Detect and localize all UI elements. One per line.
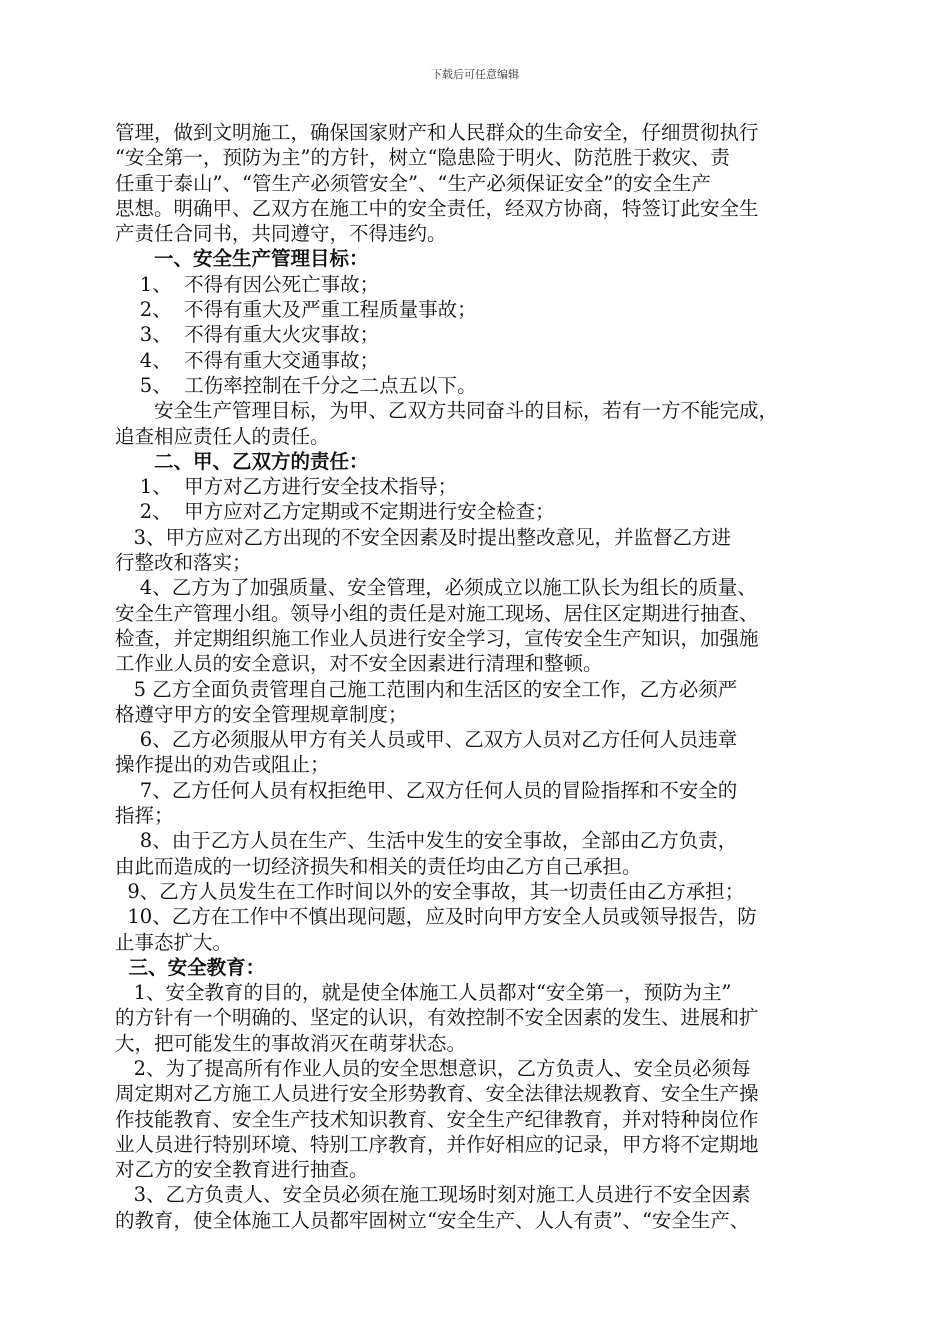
text-line: 5、 工伤率控制在千分之二点五以下。 — [115, 373, 477, 397]
text-line: 止事态扩大。 — [115, 930, 233, 954]
text-line: 1、 不得有因公死亡事故； — [115, 272, 380, 296]
text-line: 10、乙方在工作中不慎出现问题，应及时向甲方安全人员或领导报告，防 — [115, 905, 757, 929]
text-line: 3、 不得有重大火灾事故； — [115, 323, 380, 347]
text-line: 3、甲方应对乙方出现的不安全因素及时提出整改意见，并监督乙方进 — [115, 525, 732, 549]
text-line: 安全生产管理小组。领导小组的责任是对施工现场、居住区定期进行抽查、 — [115, 601, 759, 625]
text-line: 工作业人员的安全意识，对不安全因素进行清理和整顿。 — [115, 652, 603, 676]
text-line: 3、乙方负责人、安全员必须在施工现场时刻对施工人员进行不安全因素 — [115, 1183, 751, 1207]
section-heading: 二、甲、乙双方的责任： — [115, 449, 369, 473]
text-line: 1、 甲方对乙方进行安全技术指导； — [115, 475, 458, 499]
text-line: 管理，做到文明施工，确保国家财产和人民群众的生命安全，仔细贯彻执行 — [115, 121, 759, 144]
text-line: 1、安全教育的目的，就是使全体施工人员都对“安全第一，预防为主” — [115, 981, 732, 1005]
text-line: 指挥； — [115, 804, 174, 828]
text-line: 周定期对乙方施工人员进行安全形势教育、安全法律法规教育、安全生产操 — [115, 1082, 759, 1106]
text-line: 任重于泰山”、“管生产必须管安全”、“生产必须保证安全”的安全生产 — [115, 171, 711, 195]
text-line: 7、乙方任何人员有权拒绝甲、乙双方任何人员的冒险指挥和不安全的 — [115, 778, 738, 802]
text-line: 的教育，使全体施工人员都牢固树立“安全生产、人人有责”、“安全生产、 — [115, 1208, 750, 1232]
text-line: 思想。明确甲、乙双方在施工中的安全责任，经双方协商，特签订此安全生 — [115, 196, 759, 220]
text-line: 2、为了提高所有作业人员的安全思想意识，乙方负责人、安全员必须每 — [115, 1056, 751, 1080]
text-line: 9、乙方人员发生在工作时间以外的安全事故，其一切责任由乙方承担； — [115, 879, 745, 903]
page-header: 下载后可任意编辑 — [431, 68, 519, 81]
text-line: 的方针有一个明确的、坚定的认识，有效控制不安全因素的发生、进展和扩 — [115, 1006, 759, 1030]
text-line: 检查，并定期组织施工作业人员进行安全学习，宣传安全生产知识，加强施 — [115, 626, 759, 650]
section-heading: 三、安全教育： — [115, 955, 266, 979]
text-line: 2、 不得有重大及严重工程质量事故； — [115, 298, 477, 322]
text-line: 作技能教育、安全生产技术知识教育、安全生产纪律教育，并对特种岗位作 — [115, 1107, 759, 1131]
text-line: 2、 甲方应对乙方定期或不定期进行安全检查； — [115, 500, 555, 524]
text-line: 4、 不得有重大交通事故； — [115, 348, 380, 372]
text-line: 对乙方的安全教育进行抽查。 — [115, 1158, 369, 1182]
text-line: 由此而造成的一切经济损失和相关的责任均由乙方自己承担。 — [115, 854, 642, 878]
document-body — [115, 120, 855, 1233]
text-line: 行整改和落实； — [115, 551, 252, 575]
text-line: 操作提出的劝告或阻止； — [115, 753, 330, 777]
text-line: 5 乙方全面负责管理自己施工范围内和生活区的安全工作，乙方必须严 — [115, 677, 738, 701]
text-line: 4、乙方为了加强质量、安全管理，必须成立以施工队长为组长的质量、 — [115, 576, 757, 600]
text-line: 大，把可能发生的事故消灭在萌芽状态。 — [115, 1031, 467, 1055]
text-line: 业人员进行特别环境、特别工序教育，并作好相应的记录，甲方将不定期地 — [115, 1132, 759, 1156]
text-line: 安全生产管理目标，为甲、乙双方共同奋斗的目标，若有一方不能完成， — [115, 399, 779, 423]
section-heading: 一、安全生产管理目标： — [115, 247, 369, 271]
text-line: 格遵守甲方的安全管理规章制度； — [115, 702, 408, 726]
text-line: “安全第一，预防为主”的方针，树立“隐患险于明火、防范胜于救灾、责 — [115, 146, 730, 170]
text-line: 6、乙方必须服从甲方有关人员或甲、乙双方人员对乙方任何人员违章 — [115, 728, 738, 752]
text-line: 8、由于乙方人员在生产、生活中发生的安全事故，全部由乙方负责， — [115, 829, 738, 853]
text-line: 产责任合同书，共同遵守，不得违约。 — [115, 222, 447, 246]
text-line: 追查相应责任人的责任。 — [115, 424, 330, 448]
